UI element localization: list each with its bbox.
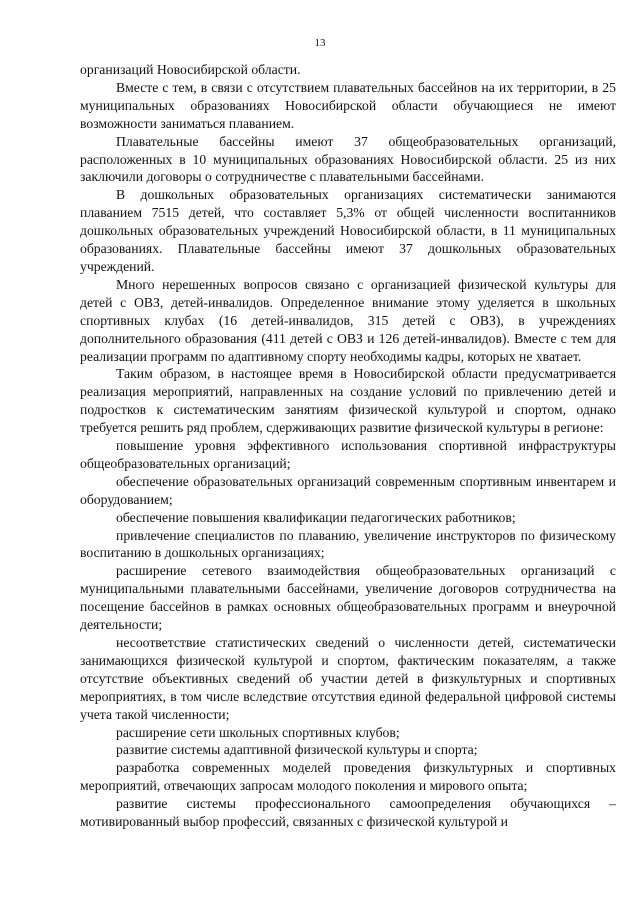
paragraph: Много нерешенных вопросов связано с организацией физической культуры для детей с ОВЗ, детей-инвалидов. Определенное внимание этому уделяется в школьных спортивных клубах (16 детей-инвалидов, 315 детей с ОВЗ), в учреждениях дополнительного образования (411 детей с ОВЗ и 126 детей-инвалидов). Вместе с тем для реализации программ по адаптивному спорту необходимы кадры, которых не хватает. — [80, 276, 616, 364]
paragraph: несоответствие статистических сведений о численности детей, систематически занимающихся физической культурой и спортом, фактическим показателям, а также отсутствие объективных сведений об участии детей в физкультурных и спортивных мероприятиях, в том числе вследствие отсутствия единой федеральной цифровой системы учета такой численности; — [80, 635, 616, 722]
paragraph: развитие системы адаптивной физической культуры и спорта; — [116, 742, 478, 758]
paragraph: повышение уровня эффективного использования спортивной инфраструктуры общеобразовательных организаций; — [80, 438, 616, 471]
paragraph: Таким образом, в настоящее время в Новосибирской области предусматривается реализация мероприятий, направленных на создание условий по привлечению детей и подростков к систематическим занятиям физической культурой и спортом, однако требуется решить ряд проблем, сдерживающих развитие физической культуры в регионе: — [80, 366, 616, 436]
paragraph: разработка современных моделей проведения физкультурных и спортивных мероприятий, отвечающих запросам молодого поколения и мирового опыта; — [80, 760, 616, 794]
paragraph: организаций Новосибирской области. — [80, 62, 301, 77]
paragraph: В дошкольных образовательных организациях систематически занимаются плаванием 7515 детей, что составляет 5,3% от общей численности воспитанников дошкольных образовательных учреждений Новосибирской области, в 11 муниципальных образованиях. Плавательные бассейны имеют 37 дошкольных образовательных учреждений. — [80, 187, 616, 274]
paragraph: Плавательные бассейны имеют 37 общеобразовательных организаций, расположенных в 10 муниципальных образованиях Новосибирской области. 25 из них заключили договоры о сотрудничестве с плавательными бассейнами. — [80, 133, 616, 185]
paragraph: обеспечение повышения квалификации педагогических работников; — [116, 509, 516, 525]
paragraph: обеспечение образовательных организаций современным спортивным инвентарем и оборудованием; — [80, 473, 616, 507]
paragraph: расширение сети школьных спортивных клубов; — [116, 724, 400, 740]
paragraph: Вместе с тем, в связи с отсутствием плавательных бассейнов на их территории, в 25 муниципальных образованиях Новосибирской области обучающиеся не имеют возможности заниматься плаванием. — [80, 79, 616, 131]
paragraph: расширение сетевого взаимодействия общеобразовательных организаций с муниципальными плавательными бассейнами, увеличение договоров сотрудничества на посещение бассейнов в рамках основных общеобразовательных программ и внеурочной деятельности; — [80, 563, 616, 633]
paragraph: привлечение специалистов по плаванию, увеличение инструкторов по физическому воспитанию в дошкольных организациях; — [80, 527, 616, 561]
document-body — [80, 61, 616, 831]
page-number: 13 — [314, 37, 326, 49]
paragraph: развитие системы профессионального самоопределения обучающихся – мотивированный выбор профессий, связанных с физической культурой и — [80, 796, 616, 830]
